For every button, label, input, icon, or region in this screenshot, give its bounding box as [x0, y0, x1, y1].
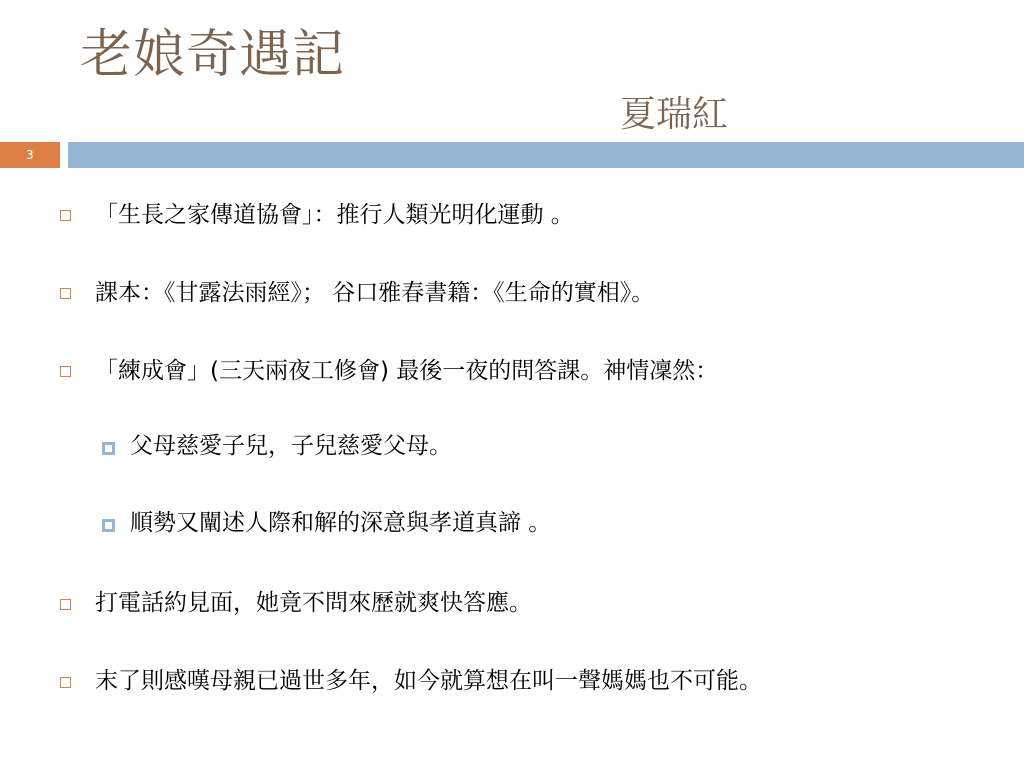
- bullet-item-1: 「生長之家傳道協會」：推行人類光明化運動 。: [95, 202, 574, 228]
- bullet-item-3: 「練成會」(三天兩夜工修會) 最後一夜的問答課。神情凜然：: [95, 358, 719, 384]
- bullet-marker-icon: [60, 677, 71, 688]
- bullet-marker-icon: [60, 210, 71, 221]
- bullet-marker-icon: [60, 599, 71, 610]
- bullet-marker-icon: [60, 366, 71, 377]
- bullet-item-2: 課本：《甘露法雨經》； 谷口雅春書籍：《生命的實相》。: [95, 280, 655, 306]
- sub-bullet-marker-icon: [102, 442, 115, 455]
- sub-bullet-item-1: 父母慈愛子兒，子兒慈愛父母。: [130, 433, 452, 459]
- bullet-item-5: 末了則感嘆母親已過世多年，如今就算想在叫一聲媽媽也不可能。: [95, 668, 762, 694]
- sub-bullet-item-2: 順勢又闡述人際和解的深意與孝道真諦 。: [130, 510, 552, 536]
- page-number-badge: 3: [0, 142, 60, 168]
- bullet-item-4: 打電話約見面，她竟不問來歷就爽快答應。: [95, 590, 532, 616]
- bullet-marker-icon: [60, 288, 71, 299]
- slide-title: 老娘奇遇記: [80, 25, 346, 85]
- slide-author: 夏瑞紅: [620, 94, 729, 135]
- sub-bullet-marker-icon: [102, 519, 115, 532]
- title-divider-bar: [68, 142, 1024, 168]
